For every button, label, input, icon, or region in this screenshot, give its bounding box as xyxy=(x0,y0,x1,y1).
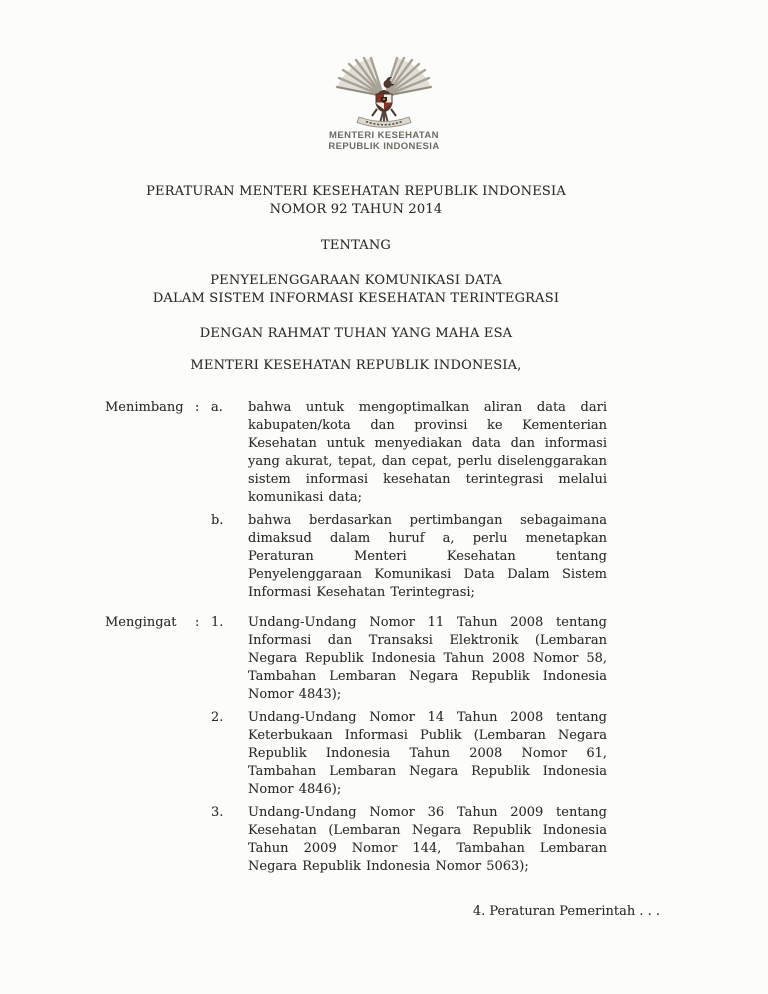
ministry-name-line1: MENTERI KESEHATAN xyxy=(329,130,439,141)
item-marker: 2. xyxy=(211,710,224,725)
item-marker: 3. xyxy=(211,805,224,820)
tentang-label: TENTANG xyxy=(320,238,392,253)
item-text: Undang-Undang Nomor 11 Tahun 2008 tentang Informasi dan Transaksi Elektronik (Lembaran Negara Republik Indonesia Tahun 2008 Nomor 58, Tambahan Lembaran Negara Republik Indonesia Nomor 4843); xyxy=(248,615,607,702)
menimbang-colon: : xyxy=(195,400,200,415)
item-text: Undang-Undang Nomor 14 Tahun 2008 tentang Keterbukaan Informasi Publik (Lembaran Negara Republik Indonesia Tahun 2008 Nomor 61, Tambahan Lembaran Negara Republik Indonesia Nomor 4846); xyxy=(248,710,607,797)
garuda-pancasila-emblem-icon xyxy=(334,57,434,133)
invocation-line: DENGAN RAHMAT TUHAN YANG MAHA ESA xyxy=(199,326,513,341)
menimbang-item-a xyxy=(211,399,607,507)
preamble xyxy=(105,399,607,876)
authority-line: MENTERI KESEHATAN REPUBLIK INDONESIA, xyxy=(190,358,522,373)
item-text: bahwa untuk mengoptimalkan aliran data dari kabupaten/kota dan provinsi ke Kementerian Kesehatan untuk menyediakan data dan informasi yang akurat, tepat, dan cepat, perlu diselenggarakan sistem informasi kesehatan terintegrasi melalui komunikasi data; xyxy=(248,400,607,505)
item-marker: 1. xyxy=(211,615,224,630)
subject-line1: PENYELENGGARAAN KOMUNIKASI DATA xyxy=(210,273,502,288)
item-text: Undang-Undang Nomor 36 Tahun 2009 tentang Kesehatan (Lembaran Negara Republik Indonesia Tahun 2009 Nomor 144, Tambahan Lembaran Negara Republik Indonesia Nomor 5063); xyxy=(248,805,607,874)
mengingat-label: Mengingat xyxy=(105,615,177,630)
subject-line2: DALAM SISTEM INFORMASI KESEHATAN TERINTEGRASI xyxy=(152,291,560,306)
item-marker: b. xyxy=(211,513,224,528)
catchword: 4. Peraturan Pemerintah . . . xyxy=(472,904,660,919)
mengingat-item-1 xyxy=(211,614,607,704)
letterhead xyxy=(0,57,768,133)
item-text: bahwa berdasarkan pertimbangan sebagaimana dimaksud dalam huruf a, perlu menetapkan Peraturan Menteri Kesehatan tentang Penyelenggaraan Komunikasi Data Dalam Sistem Informasi Kesehatan Terintegrasi; xyxy=(248,513,607,600)
menimbang-section xyxy=(105,399,607,602)
menimbang-label: Menimbang xyxy=(105,400,184,415)
mengingat-colon: : xyxy=(195,615,200,630)
mengingat-item-2 xyxy=(211,709,607,799)
title-block xyxy=(105,183,607,375)
regulation-number-line: NOMOR 92 TAHUN 2014 xyxy=(269,202,443,217)
mengingat-items xyxy=(211,614,607,876)
ministry-name xyxy=(0,131,768,152)
item-marker: a. xyxy=(211,400,223,415)
regulation-title-line: PERATURAN MENTERI KESEHATAN REPUBLIK INDONESIA xyxy=(146,184,566,199)
mengingat-item-3 xyxy=(211,804,607,876)
mengingat-section xyxy=(105,614,607,876)
menimbang-items xyxy=(211,399,607,602)
ministry-name-line2: REPUBLIK INDONESIA xyxy=(328,140,440,152)
menimbang-item-b xyxy=(211,512,607,602)
